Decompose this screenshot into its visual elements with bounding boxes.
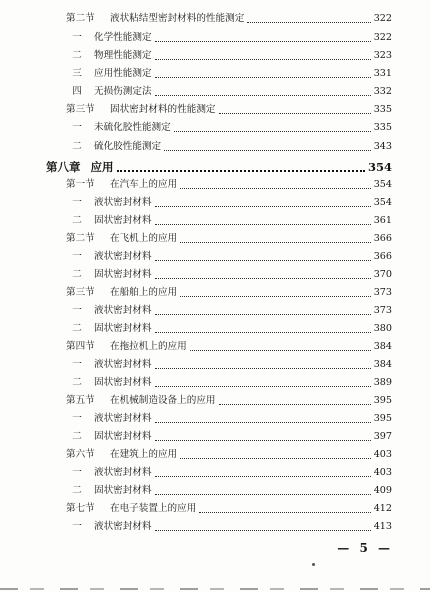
toc-entry-title: 固状密封材料: [94, 215, 152, 226]
dot-leader: [155, 385, 371, 387]
toc-entry-page: 384: [373, 341, 392, 352]
toc-entry-number: 第三节: [66, 287, 95, 298]
dot-leader: [219, 403, 371, 405]
toc-entry-page: 354: [373, 179, 392, 190]
toc-entry-number: 第二节: [66, 13, 95, 24]
toc-entry-title: 液状粘结型密封材料的性能测定: [110, 13, 245, 24]
toc-subsection: [66, 30, 392, 46]
toc-entry-number: 三: [72, 68, 82, 79]
toc-entry-page: 343: [373, 141, 392, 152]
toc-subsection: [66, 375, 392, 391]
toc-subsection: [66, 213, 392, 229]
toc-section: [66, 102, 392, 118]
toc-subsection: [66, 321, 392, 337]
toc-entry-number: 第一节: [66, 179, 95, 190]
toc-entry-number: 一: [72, 251, 82, 262]
toc-entry-number: 一: [72, 32, 82, 43]
dot-leader: [155, 367, 371, 369]
dot-leader: [180, 457, 371, 459]
toc-entry-title: 固状密封材料: [94, 323, 152, 334]
toc-entry-page: 370: [373, 269, 392, 280]
toc-entry-title: 在电子装置上的应用: [110, 503, 197, 514]
toc-entry-page: 397: [373, 431, 392, 442]
toc-entry-title: 应用性能测定: [94, 68, 152, 79]
toc-entry-page: 395: [373, 413, 392, 424]
toc-subsection: [66, 84, 392, 100]
toc-entry-number: 一: [72, 122, 82, 133]
dot-leader: [155, 331, 371, 333]
toc-entry-title: 在拖拉机上的应用: [110, 341, 187, 352]
toc-entry-page: 380: [373, 323, 392, 334]
toc-entry-page: 412: [373, 503, 392, 514]
dot-leader: [155, 493, 371, 495]
toc-entry-number: 二: [72, 323, 82, 334]
dot-leader: [155, 439, 371, 441]
toc-subsection: [66, 249, 392, 265]
dot-leader: [155, 259, 371, 261]
dot-leader: [199, 511, 370, 513]
toc-entry-page: 331: [373, 68, 392, 79]
toc-entry-title: 无损伤测定法: [94, 86, 152, 97]
toc-entry-number: 一: [72, 197, 82, 208]
toc-chapter: [46, 159, 392, 175]
toc-section: [66, 339, 392, 355]
dot-leader: [155, 313, 371, 315]
toc-subsection: [66, 411, 392, 427]
toc-subsection: [66, 267, 392, 283]
toc-entry-number: 二: [72, 215, 82, 226]
toc-entry-title: 在机械制造设备上的应用: [110, 395, 216, 406]
dot-leader: [180, 295, 371, 297]
toc-entry-page: 335: [373, 122, 392, 133]
toc-entry-page: 354: [373, 197, 392, 208]
dot-leader: [155, 205, 371, 207]
scan-speck: [312, 563, 315, 566]
toc-entry-title: 在建筑上的应用: [110, 449, 178, 460]
dot-leader: [155, 421, 371, 423]
dot-leader: [180, 187, 371, 189]
toc-entry-title: 液状密封材料: [94, 359, 152, 370]
toc-entry-page: 322: [373, 13, 392, 24]
toc-entry-page: 354: [367, 160, 392, 174]
dot-leader: [155, 58, 371, 60]
toc-subsection: [66, 66, 392, 82]
dot-leader: [190, 349, 371, 351]
toc-subsection: [66, 357, 392, 373]
toc-entry-title: 在汽车上的应用: [110, 179, 178, 190]
toc-entry-title: 硫化胶性能测定: [94, 141, 162, 152]
toc-subsection: [66, 483, 392, 499]
toc-entry-page: 373: [373, 287, 392, 298]
toc-entry-number: 二: [72, 485, 82, 496]
toc-entry-page: 323: [373, 50, 392, 61]
toc-entry-title: 液状密封材料: [94, 521, 152, 532]
toc-subsection: [66, 48, 392, 64]
toc-entry-title: 在船舶上的应用: [110, 287, 178, 298]
toc-entry-page: 322: [373, 32, 392, 43]
toc-subsection: [66, 303, 392, 319]
toc-entry-page: 403: [373, 467, 392, 478]
toc-entry-number: 二: [72, 141, 82, 152]
toc-entry-title: 固状密封材料: [94, 485, 152, 496]
toc-entry-title: 固状密封材料的性能测定: [110, 104, 216, 115]
toc-entry-title: 固状密封材料: [94, 377, 152, 388]
dot-leader: [180, 241, 371, 243]
toc-entry-title: 物理性能测定: [94, 50, 152, 61]
toc-section: [66, 393, 392, 409]
toc-entry-title: 固状密封材料: [94, 431, 152, 442]
toc-entry-page: 332: [373, 86, 392, 97]
toc-entry-title: 未硫化胶性能测定: [94, 122, 171, 133]
toc-entry-number: 二: [72, 377, 82, 388]
toc-entry-number: 二: [72, 269, 82, 280]
dot-leader: [155, 529, 371, 531]
toc-entry-title: 固状密封材料: [94, 269, 152, 280]
dot-leader: [155, 76, 371, 78]
toc-section: [66, 231, 392, 247]
toc-entry-title: 在飞机上的应用: [110, 233, 178, 244]
toc-section: [66, 447, 392, 463]
toc-entry-number: 第四节: [66, 341, 95, 352]
toc-subsection: [66, 519, 392, 535]
toc-entry-number: 一: [72, 467, 82, 478]
toc-entry-number: 第七节: [66, 503, 95, 514]
dot-leader: [247, 21, 370, 23]
toc-section: [66, 177, 392, 193]
toc-entry-number: 二: [72, 50, 82, 61]
toc-entry-page: 366: [373, 233, 392, 244]
toc-entry-page: 335: [373, 104, 392, 115]
toc-entry-title: 液状密封材料: [94, 305, 152, 316]
toc-entry-number: 一: [72, 521, 82, 532]
page-number: — 5 —: [337, 541, 393, 555]
dot-leader: [117, 169, 365, 172]
toc-entry-page: 373: [373, 305, 392, 316]
dot-leader: [155, 94, 371, 96]
scan-edge-artifact: [0, 588, 430, 590]
toc-entry-page: 409: [373, 485, 392, 496]
dot-leader: [219, 112, 371, 114]
toc-entry-page: 361: [373, 215, 392, 226]
toc-entry-number: 第五节: [66, 395, 95, 406]
toc-entry-number: 四: [72, 86, 82, 97]
toc-subsection: [66, 465, 392, 481]
toc-entry-number: 一: [72, 305, 82, 316]
toc-entry-page: 403: [373, 449, 392, 460]
toc-entry-number: 第三节: [66, 104, 95, 115]
toc-entry-page: 389: [373, 377, 392, 388]
toc-entry-number: 第六节: [66, 449, 95, 460]
toc-section: [66, 285, 392, 301]
dot-leader: [155, 277, 371, 279]
toc-section: [66, 501, 392, 517]
toc-entry-title: 液状密封材料: [94, 197, 152, 208]
dot-leader: [174, 130, 371, 132]
toc-entry-number: 第二节: [66, 233, 95, 244]
toc-entry-number: 二: [72, 431, 82, 442]
toc-entry-page: 413: [373, 521, 392, 532]
toc-subsection: [66, 139, 392, 155]
toc-entry-page: 384: [373, 359, 392, 370]
toc-entry-title: 液状密封材料: [94, 251, 152, 262]
toc-entry-page: 366: [373, 251, 392, 262]
toc-subsection: [66, 195, 392, 211]
toc-subsection: [66, 120, 392, 136]
toc-entry-number: 第八章: [46, 160, 81, 174]
toc-entry-title: 液状密封材料: [94, 467, 152, 478]
toc-entry-page: 395: [373, 395, 392, 406]
toc-subsection: [66, 429, 392, 445]
toc-entry-number: 一: [72, 413, 82, 424]
toc-entry-title: 液状密封材料: [94, 413, 152, 424]
dot-leader: [155, 223, 371, 225]
toc-entry-title: 化学性能测定: [94, 32, 152, 43]
toc-entry-title: 应用: [90, 160, 114, 174]
toc-section: [66, 11, 392, 27]
dot-leader: [155, 40, 371, 42]
dot-leader: [155, 475, 371, 477]
dot-leader: [164, 149, 371, 151]
toc-entry-number: 一: [72, 359, 82, 370]
